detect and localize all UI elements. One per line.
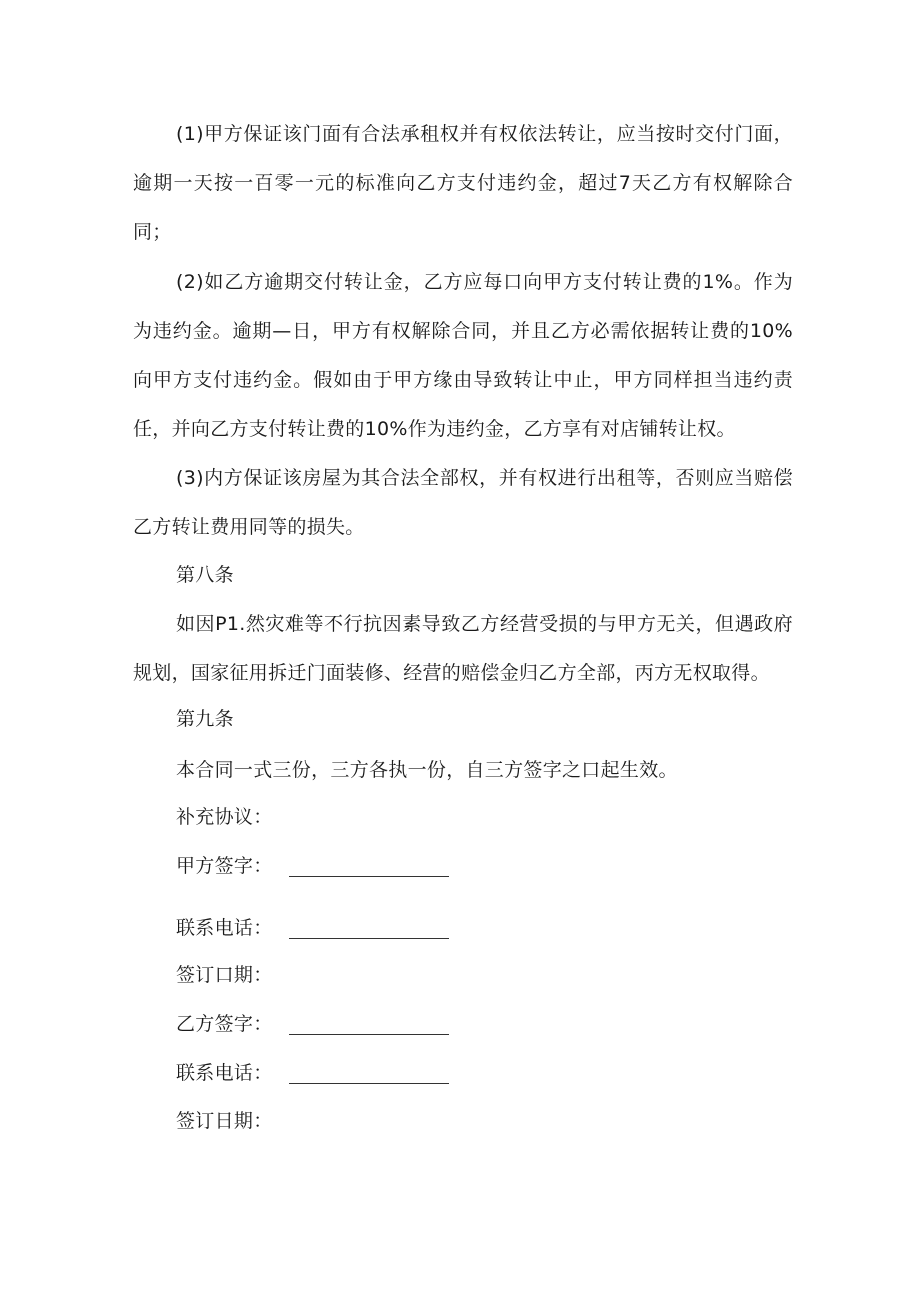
clause-2-paragraph: (2)如乙方逾期交付转让金，乙方应每口向甲方支付转让费的1%。作为为违约金。逾期—日，甲方有权解除合同，并且乙方必需依据转让费的10%向甲方支付违约金。假如由于甲方缘由导致转让中止，甲方同样担当违约责任，并向乙方支付转让费的10%作为违约金，乙方享有对店铺转让权。 [133,271,793,440]
party-a-signature-row [176,851,449,881]
party-b-signature-row [176,1009,449,1039]
article-9-paragraph: 本合同一式三份，三方各执一份，自三方签字之口起生效。 [176,759,678,781]
article-8-heading: 第八条 [176,564,234,586]
party-b-date-label: 签订日期： [176,1110,273,1132]
party-a-date-label: 签订口期： [176,964,273,986]
party-a-phone-row [176,913,449,943]
supplement-label: 补充协议： [176,806,273,828]
party-a-phone-blank [289,918,449,939]
party-a-signature-blank [289,856,449,877]
party-b-signature-label: 乙方签字： [176,1013,273,1035]
party-b-phone-blank [289,1063,449,1084]
party-a-signature-label: 甲方签字： [176,855,273,877]
party-b-signature-blank [289,1014,449,1035]
party-b-phone-row [176,1058,449,1088]
article-8-paragraph: 如因P1.然灾难等不行抗因素导致乙方经营受损的与甲方无关，但遇政府规划，国家征用拆迁门面装修、经营的赔偿金归乙方全部，丙方无权取得。 [133,613,793,684]
party-a-phone-label: 联系电话： [176,917,273,939]
article-9-heading: 第九条 [176,708,234,730]
clause-1-paragraph: (1)甲方保证该门面有合法承租权并有权依法转让，应当按时交付门面，逾期一天按一百零一元的标准向乙方支付违约金，超过7天乙方有权解除合同； [133,123,793,243]
clause-3-paragraph: (3)内方保证该房屋为其合法全部权，并有权进行出租等，否则应当赔偿乙方转让费用同等的损失。 [133,467,793,538]
party-b-phone-label: 联系电话： [176,1062,273,1084]
